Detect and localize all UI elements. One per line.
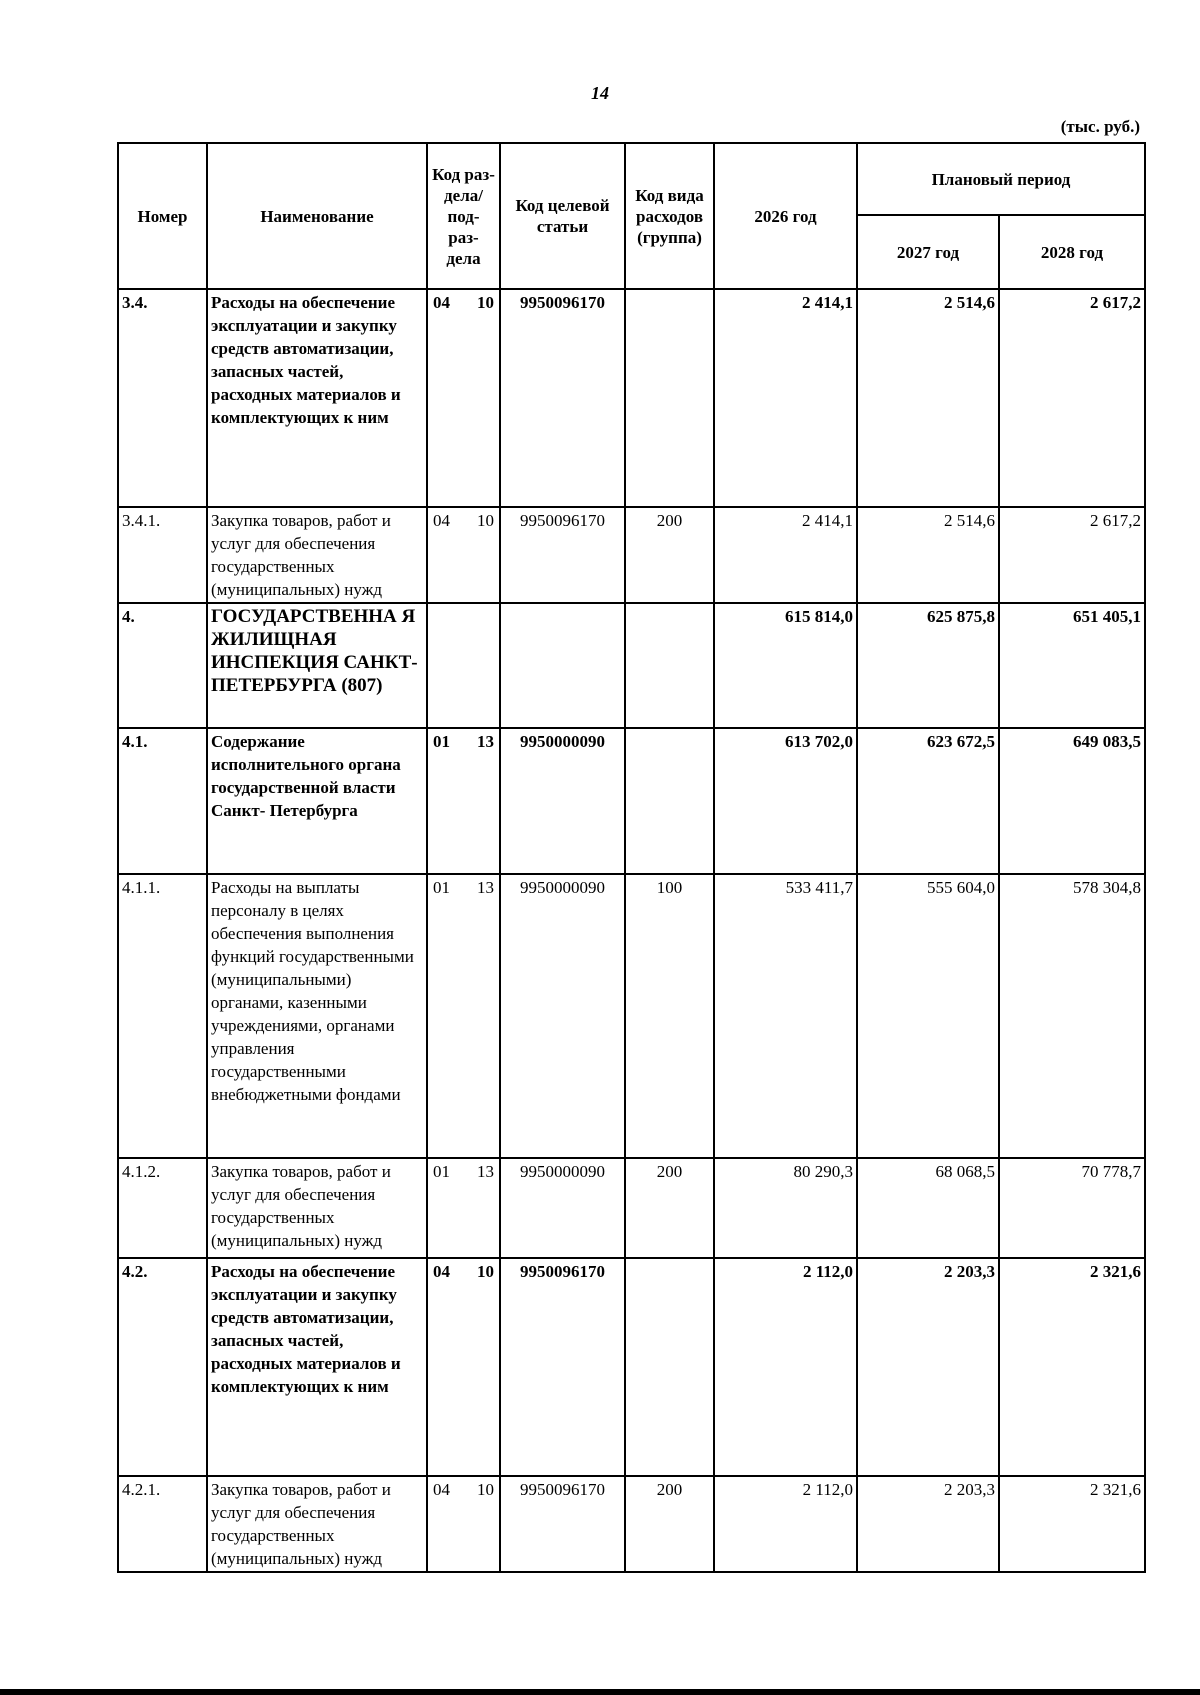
table-row [118, 1258, 1145, 1476]
header-plan-period: Плановый период [857, 143, 1145, 215]
budget-table [117, 142, 1146, 1573]
row-number: 4.1. [118, 728, 207, 874]
table-row [118, 507, 1145, 603]
row-number: 4.2.1. [118, 1476, 207, 1572]
row-number: 4. [118, 603, 207, 728]
units-label: (тыс. руб.) [1060, 117, 1140, 136]
row-section-code [427, 603, 500, 728]
row-section-code: 04 10 [427, 289, 500, 507]
row-name: Содержание исполнительного органа государственной власти Санкт- Петербурга [207, 728, 427, 874]
row-amount-2028: 70 778,7 [999, 1158, 1145, 1258]
row-amount-2028: 2 321,6 [999, 1258, 1145, 1476]
row-amount-2027: 623 672,5 [857, 728, 999, 874]
row-expense-type: 200 [625, 1158, 714, 1258]
row-target-code: 9950000090 [500, 728, 625, 874]
header-year-2027: 2027 год [857, 215, 999, 289]
row-amount-2026: 533 411,7 [714, 874, 857, 1158]
row-amount-2028: 2 617,2 [999, 289, 1145, 507]
row-name: ГОСУДАРСТВЕННА Я ЖИЛИЩНАЯ ИНСПЕКЦИЯ САНКТ- ПЕТЕРБУРГА (807) [207, 603, 427, 728]
row-number: 4.1.2. [118, 1158, 207, 1258]
row-expense-type [625, 289, 714, 507]
header-target-code: Код целевой статьи [500, 143, 625, 289]
row-amount-2026: 613 702,0 [714, 728, 857, 874]
row-expense-type [625, 728, 714, 874]
table-row [118, 728, 1145, 874]
row-expense-type [625, 603, 714, 728]
row-amount-2028: 2 321,6 [999, 1476, 1145, 1572]
header-number: Номер [118, 143, 207, 289]
row-name: Расходы на обеспечение эксплуатации и закупку средств автоматизации, запасных частей, расходных материалов и комплектующих к ним [207, 1258, 427, 1476]
row-amount-2026: 2 414,1 [714, 507, 857, 603]
table-row [118, 1158, 1145, 1258]
row-target-code [500, 603, 625, 728]
row-amount-2026: 615 814,0 [714, 603, 857, 728]
row-name: Расходы на обеспечение эксплуатации и закупку средств автоматизации, запасных частей, расходных материалов и комплектующих к ним [207, 289, 427, 507]
row-amount-2026: 2 414,1 [714, 289, 857, 507]
row-target-code: 9950096170 [500, 289, 625, 507]
row-name: Закупка товаров, работ и услуг для обеспечения государственных (муниципальных) нужд [207, 1476, 427, 1572]
row-expense-type [625, 1258, 714, 1476]
row-amount-2028: 2 617,2 [999, 507, 1145, 603]
row-number: 4.2. [118, 1258, 207, 1476]
table-row [118, 289, 1145, 507]
row-number: 3.4. [118, 289, 207, 507]
table-row [118, 1476, 1145, 1572]
header-expense-type: Код вида расходов (группа) [625, 143, 714, 289]
header-year-2028: 2028 год [999, 215, 1145, 289]
row-target-code: 9950096170 [500, 1476, 625, 1572]
row-amount-2026: 2 112,0 [714, 1476, 857, 1572]
row-number: 3.4.1. [118, 507, 207, 603]
row-target-code: 9950096170 [500, 1258, 625, 1476]
row-target-code: 9950000090 [500, 1158, 625, 1258]
row-amount-2028: 578 304,8 [999, 874, 1145, 1158]
row-name: Закупка товаров, работ и услуг для обеспечения государственных (муниципальных) нужд [207, 1158, 427, 1258]
row-section-code: 04 10 [427, 1258, 500, 1476]
row-name: Расходы на выплаты персоналу в целях обеспечения выполнения функций государственными (муниципальными) органами, казенными учреждениями, органами управления государственными внебюджетными фондами [207, 874, 427, 1158]
row-amount-2027: 625 875,8 [857, 603, 999, 728]
scan-edge [0, 1689, 1200, 1695]
row-expense-type: 200 [625, 1476, 714, 1572]
row-section-code: 01 13 [427, 1158, 500, 1258]
row-amount-2027: 2 514,6 [857, 507, 999, 603]
row-name: Закупка товаров, работ и услуг для обеспечения государственных (муниципальных) нужд [207, 507, 427, 603]
row-target-code: 9950000090 [500, 874, 625, 1158]
row-amount-2026: 2 112,0 [714, 1258, 857, 1476]
row-amount-2027: 555 604,0 [857, 874, 999, 1158]
row-section-code: 01 13 [427, 874, 500, 1158]
row-section-code: 01 13 [427, 728, 500, 874]
row-amount-2027: 68 068,5 [857, 1158, 999, 1258]
header-year-2026: 2026 год [714, 143, 857, 289]
header-name: Наименование [207, 143, 427, 289]
page-number: 14 [591, 83, 609, 103]
row-expense-type: 200 [625, 507, 714, 603]
row-amount-2027: 2 203,3 [857, 1476, 999, 1572]
header-section-code: Код раз- дела/ под- раз- дела [427, 143, 500, 289]
row-amount-2026: 80 290,3 [714, 1158, 857, 1258]
row-expense-type: 100 [625, 874, 714, 1158]
table-row [118, 874, 1145, 1158]
row-target-code: 9950096170 [500, 507, 625, 603]
row-amount-2027: 2 203,3 [857, 1258, 999, 1476]
row-number: 4.1.1. [118, 874, 207, 1158]
row-amount-2028: 649 083,5 [999, 728, 1145, 874]
row-section-code: 04 10 [427, 1476, 500, 1572]
row-section-code: 04 10 [427, 507, 500, 603]
table-row [118, 603, 1145, 728]
row-amount-2027: 2 514,6 [857, 289, 999, 507]
row-amount-2028: 651 405,1 [999, 603, 1145, 728]
